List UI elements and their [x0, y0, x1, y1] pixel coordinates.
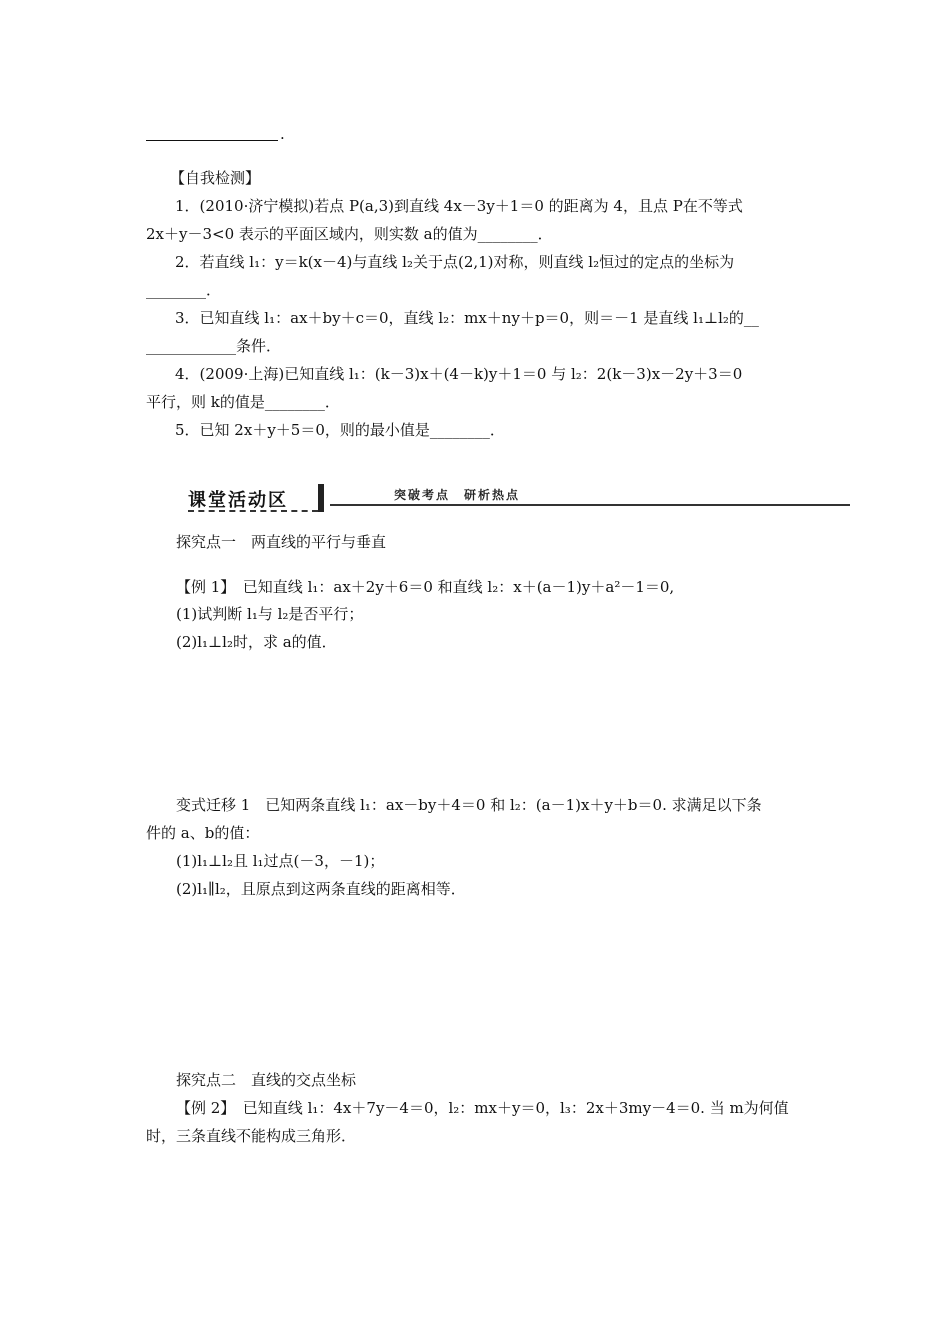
- banner-rule: [330, 504, 850, 506]
- question-1-line-2: 2x＋y－3<0 表示的平面区域内，则实数 a的值为________．: [146, 225, 553, 243]
- example-2-line-2: 时，三条直线不能构成三角形．: [146, 1127, 357, 1145]
- banner-subtitle: 突破考点 研析热点: [394, 488, 521, 502]
- section-banner: [180, 484, 850, 514]
- banner-dash-underline: [188, 510, 318, 512]
- example-2-line-1: 【例 2】 已知直线 l₁：4x＋7y－4＝0，l₂：mx＋y＝0，l₃：2x＋3my－4＝0. 当 m为何值: [176, 1099, 789, 1117]
- example-1-line-1: 【例 1】 已知直线 l₁：ax＋2y＋6＝0 和直线 l₂：x＋(a－1)y＋a²－1＝0,: [176, 578, 675, 596]
- variant-1-line-3: (1)l₁⊥l₂且 l₁过点(－3，－1)；: [176, 852, 385, 870]
- section-1-title: 探究点一 两直线的平行与垂直: [176, 533, 387, 551]
- banner-title: 课堂活动区: [188, 490, 288, 511]
- self-check-heading: 【自我检测】: [170, 169, 261, 187]
- question-4-line-2: 平行，则 k的值是________．: [146, 393, 340, 411]
- question-4-line-1: 4．(2009·上海)已知直线 l₁：(k－3)x＋(4－k)y＋1＝0 与 l₂：2(k－3)x－2y＋3＝0: [175, 365, 743, 383]
- variant-1-line-4: (2)l₁∥l₂，且原点到这两条直线的距离相等．: [176, 880, 466, 898]
- answer-blank-period: .: [280, 125, 285, 143]
- question-1-line-1: 1．(2010·济宁模拟)若点 P(a,3)到直线 4x－3y＋1＝0 的距离为 4，且点 P在不等式: [175, 197, 743, 215]
- variant-1-line-2: 件的 a、b的值：: [146, 824, 260, 842]
- question-3-line-1: 3．已知直线 l₁：ax＋by＋c＝0，直线 l₂：mx＋ny＋p＝0，则＝－1 是直线 l₁⊥l₂的__: [175, 309, 759, 327]
- section-2-title: 探究点二 直线的交点坐标: [176, 1071, 357, 1089]
- question-5: 5．已知 2x＋y＋5＝0，则的最小值是________．: [175, 421, 505, 439]
- example-1-line-3: (2)l₁⊥l₂时，求 a的值．: [176, 633, 337, 651]
- banner-bar: [318, 484, 324, 512]
- question-2-line-1: 2．若直线 l₁：y＝k(x－4)与直线 l₂关于点(2,1)对称，则直线 l₂恒过的定点的坐标为: [175, 253, 735, 271]
- question-3-line-2: ____________条件．: [146, 337, 282, 355]
- variant-1-line-1: 变式迁移 1 已知两条直线 l₁：ax－by＋4＝0 和 l₂：(a－1)x＋y＋b＝0. 求满足以下条: [176, 796, 762, 814]
- example-1-line-2: (1)试判断 l₁与 l₂是否平行；: [176, 605, 364, 623]
- answer-blank-line: [146, 140, 278, 141]
- question-2-line-2: ________．: [146, 281, 222, 299]
